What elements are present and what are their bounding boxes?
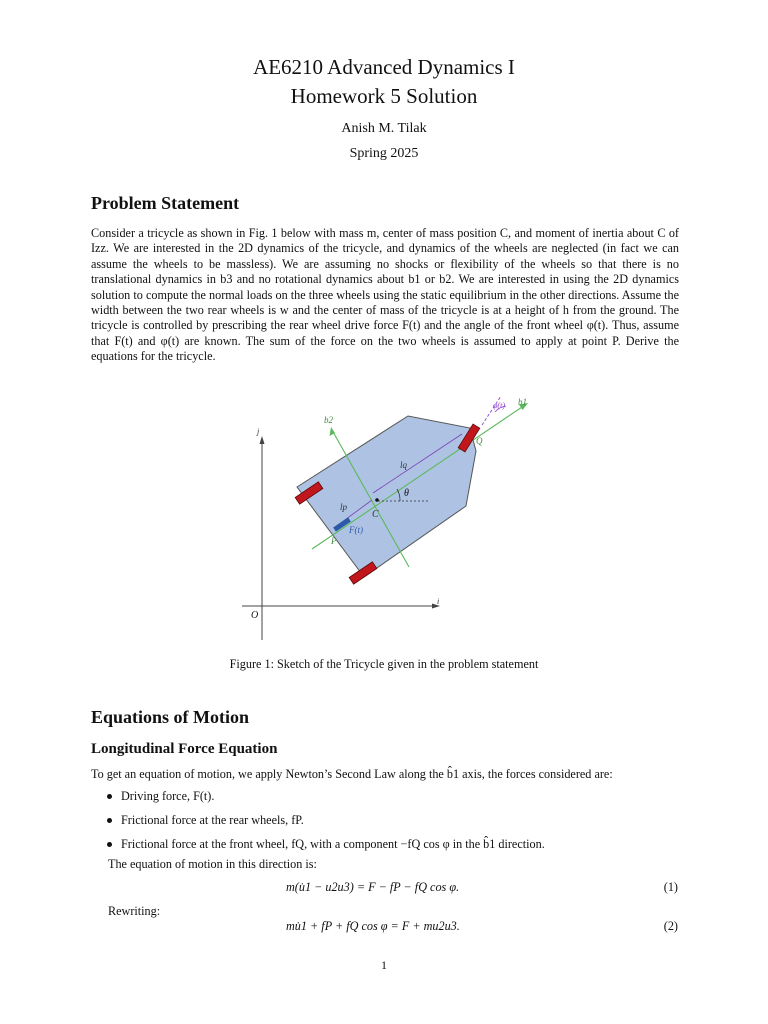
document-title: AE6210 Advanced Dynamics I bbox=[253, 55, 515, 79]
center-of-mass-label: C bbox=[372, 509, 379, 520]
bullet-rear-friction: Frictional force at the rear wheels, fP. bbox=[121, 813, 304, 827]
figure-caption: Figure 1: Sketch of the Tricycle given in the problem statement bbox=[229, 657, 539, 671]
point-p-label: P bbox=[331, 536, 337, 546]
force-label: F(t) bbox=[349, 525, 363, 535]
theta-label: θ bbox=[404, 488, 409, 499]
rewriting-label: Rewriting: bbox=[108, 904, 161, 918]
tricycle-body bbox=[297, 416, 476, 577]
origin-label: O bbox=[251, 610, 259, 621]
equation-1: m(u̇1 − u2u3) = F − fP − fQ cos φ. bbox=[286, 880, 460, 894]
b2-label: b2 bbox=[324, 415, 333, 425]
bullet-driving-force: Driving force, F(t). bbox=[121, 789, 215, 803]
eom-intro-text: To get an equation of motion, we apply Newton’s Second Law along the b̂1 axis, the forces considered are: bbox=[91, 767, 613, 781]
bullet-marker-1 bbox=[107, 794, 112, 799]
equations-of-motion-heading: Equations of Motion bbox=[91, 707, 250, 727]
author-name: Anish M. Tilak bbox=[341, 121, 427, 136]
document-subtitle: Homework 5 Solution bbox=[290, 84, 478, 108]
phi-label: φ(t) bbox=[493, 401, 505, 410]
problem-statement-paragraph: Consider a tricycle as shown in Fig. 1 below with mass m, center of mass position C, and moment of inertia about C of Izz. We are interested in the 2D dynamics of the tricycle, and dynamics of the wheels are neglected (in fact we can assume the wheels to be massless). We are assuming no shocks or flexibility of the wheels so that there is no translational dynamics in b3 and no rotational dynamics about b1 or b2. We are interested in using the 2D dynamics solution to compute the normal loads on the three wheels using the static equilibrium in the other directions. Assume the width between the two rear wheels is w and the center of mass of the tricycle is at a height of h from the ground. The tricycle is controlled by prescribing the rear wheel drive force F(t) and the angle of the front wheel φ(t). Thus, assume that F(t) and φ(t) are known. The sum of the force on the two wheels is assumed to apply at point P. Derive the equations for the tricycle. bbox=[91, 226, 679, 364]
bullet-marker-2 bbox=[107, 818, 112, 823]
equation-1-number: (1) bbox=[663, 880, 678, 894]
b1-label: b1 bbox=[518, 397, 527, 407]
tricycle-figure bbox=[225, 388, 545, 643]
lq-label: lq bbox=[400, 460, 408, 470]
j-axis-label: j bbox=[257, 427, 260, 436]
lp-label: lp bbox=[340, 502, 348, 512]
center-of-mass-point bbox=[375, 498, 379, 502]
document-date: Spring 2025 bbox=[349, 146, 419, 161]
bullet-front-friction: Frictional force at the front wheel, fQ, with a component −fQ cos φ in the b̂1 direction. bbox=[121, 837, 545, 851]
equation-2: mu̇1 + fP + fQ cos φ = F + mu2u3. bbox=[286, 919, 460, 933]
page-number: 1 bbox=[381, 958, 387, 972]
problem-statement-heading: Problem Statement bbox=[91, 193, 240, 213]
bullet-marker-3 bbox=[107, 842, 112, 847]
longitudinal-force-heading: Longitudinal Force Equation bbox=[91, 741, 278, 757]
equation-intro-text: The equation of motion in this direction is: bbox=[108, 857, 317, 871]
equation-2-number: (2) bbox=[663, 919, 678, 933]
point-q-label: Q bbox=[476, 436, 483, 446]
j-axis-arrow bbox=[260, 436, 265, 444]
i-axis-label: i bbox=[437, 597, 440, 606]
